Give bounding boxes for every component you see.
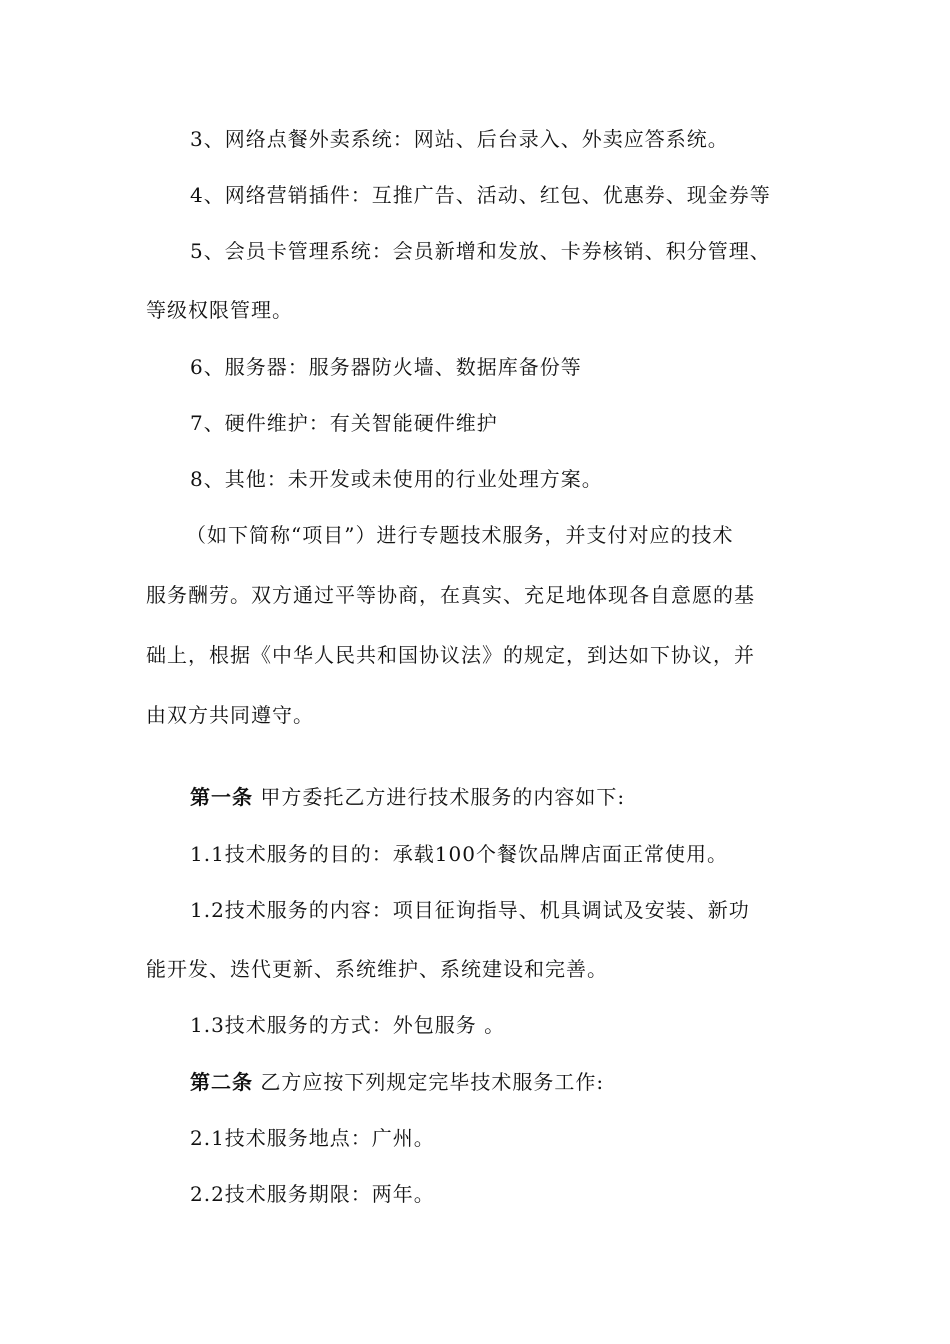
clause-item-continuation: 能开发、迭代更新、系统维护、系统建设和完善。 [146,957,608,981]
article-1-line [190,785,625,809]
clause-item: 1.3技术服务的方式：外包服务 。 [190,1013,506,1037]
clause-item: 2.2技术服务期限：两年。 [190,1182,435,1206]
clause-item: 1.1技术服务的目的：承载100个餐饮品牌店面正常使用。 [190,842,728,866]
clause-item: 2.1技术服务地点：广州。 [190,1126,435,1150]
article-2-heading: 第二条 [190,1070,253,1094]
article-1-text: 甲方委托乙方进行技术服务的内容如下: [260,785,626,809]
paragraph-line: 由双方共同遵守。 [146,703,314,727]
article-2-line [190,1070,604,1094]
article-2-text: 乙方应按下列规定完毕技术服务工作: [260,1070,605,1094]
list-item-continuation: 等级权限管理。 [146,298,293,322]
list-item: 7、硬件维护：有关智能硬件维护 [190,411,498,435]
paragraph-line: （如下简称“项目”）进行专题技术服务，并支付对应的技术 [186,523,734,547]
paragraph-line: 服务酬劳。双方通过平等协商，在真实、充足地体现各自意愿的基 [146,583,755,607]
list-item: 6、服务器：服务器防火墙、数据库备份等 [190,355,582,379]
list-item: 5、会员卡管理系统：会员新增和发放、卡券核销、积分管理、 [190,239,771,263]
paragraph-line: 础上，根据《中华人民共和国协议法》的规定，到达如下协议，并 [146,643,755,667]
clause-item: 1.2技术服务的内容：项目征询指导、机具调试及安装、新功 [190,898,750,922]
list-item: 3、网络点餐外卖系统：网站、后台录入、外卖应答系统。 [190,127,729,151]
list-item: 4、网络营销插件：互推广告、活动、红包、优惠券、现金券等 [190,183,771,207]
list-item: 8、其他：未开发或未使用的行业处理方案。 [190,467,603,491]
article-1-heading: 第一条 [190,785,253,809]
